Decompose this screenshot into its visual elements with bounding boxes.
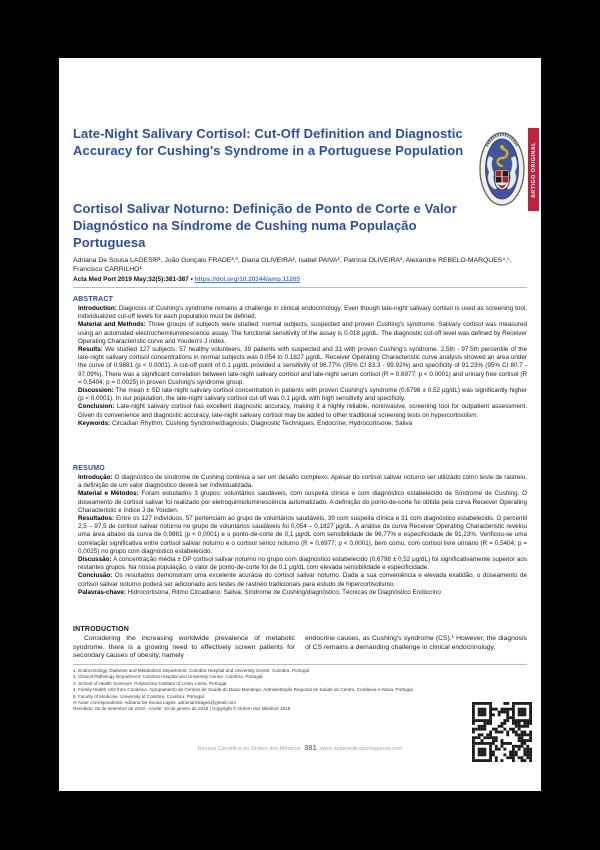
resumo-paragraph [73, 490, 527, 515]
footnote: 5. Faculty of Medicine. University of Coimbra. Coimbra. Portugal. [73, 693, 205, 699]
introduction-section [73, 626, 527, 661]
citation-separator: • [188, 276, 195, 283]
qr-code [472, 702, 532, 762]
footnotes-block [73, 668, 513, 713]
article-type-tab [528, 128, 539, 211]
footer-website: www.actamedicaportuguesa.com [320, 746, 403, 752]
footnote: 1. Endocrinology, Diabetes and Metabolism Department. Coimbra Hospital and University Center. Coimbra. Portugal. [73, 668, 311, 673]
resumo-section-label: Resultados: [78, 515, 115, 523]
abstract-section-text: We studied 127 subjects: 57 healthy volunteers, 39 patients with suspected and 31 with proven Cushing's syndrome. 2.5th - 97.5th percentile of the late-night salivary cortisol concentrations in normal subjects was 0.054 to 0.1827 μg/dL. Receiver Operating Characteristic curve analysis showed an area under the curve of 0.9881 (p < 0.0001). A cut-off point of 0.1 μg/dL provided a sensitivity of 96.77% (95% CI 83.3 - 99.92%) and specificity of 91.23% (95% CI 80.7 - 97.09%). There was a significant correlation between late-night salivary cortisol and late-night serum cortisol (R = 0.6977; p < 0.0001) and urinary free cortisol (R = 0.5404; p = 0.0025) in proven Cushing's syndrome group. [78, 346, 527, 386]
resumo-section-text: A concentração média ± DP cortisol salivar noturno no grupo com diagnóstico estabelecido (0,6798 ± 0,52 μg/dL) foi significativamente superior aos restantes grupos. Na nossa população, o valor de ponto-de-corte foi de 0,1 μg/dL com elevada sensibilidade e especificidade. [78, 556, 527, 572]
resumo-section [73, 465, 527, 597]
abstract-section-text: Late-night salivary cortisol has excellent diagnostic accuracy, making it a highly reliable, noninvasive, screening tool for outpatient assessment. Given its convenience and diagnostic accuracy, late-night salivary cortisol may be added to other traditional screening tests on hypercortisolism. [78, 403, 527, 419]
footnote: 3. School of Health Sciences. Polytechnic Institute of Leiria. Leiria. Portugal. [73, 680, 228, 686]
resumo-body [73, 474, 527, 597]
resumo-paragraph [73, 589, 527, 597]
abstract-section-text: The mean ± SD late-night salivary cortisol concentration in patients with proven Cushing's syndrome (0.6798 ± 0.52 μg/dL) was significantly higher (p < 0.0001). In our population, the late-night salivary cortisol cut-off was 0.1 μg/dL with high sensitivity and specificity. [78, 387, 528, 403]
footnote: 2. Clinical Pathology Department. Coimbra Hospital and University Center. Coimbra. Portugal. [73, 674, 264, 680]
abstract-section [73, 296, 527, 428]
resumo-section-text: Foram estudados 3 grupos: voluntários saudáveis, com suspeita clínica e com diagnóstico estabelecido de Síndrome de Cushing. O doseamento de cortisol salivar foi realizado por eletroquimioluminescência automatizado. A definição do ponto-de-corte foi obtida pela curva Receiver Operating Characteristic e índice J de Youden. [78, 490, 528, 514]
abstract-body [73, 305, 527, 428]
abstract-section-label: Discussion: [78, 387, 114, 395]
introduction-columns [73, 635, 527, 661]
introduction-column-right: endocrine causes, as Cushing's syndrome (CS).¹ However, the diagnosis of CS remains a demanding challenge in clinical endocrinology. [305, 635, 527, 651]
abstract-section-label: Conclusion: [78, 403, 115, 411]
introduction-heading: INTRODUCTION [73, 626, 130, 633]
abstract-paragraph [73, 420, 527, 428]
resumo-section-label: Introdução: [78, 474, 113, 481]
abstract-section-text: Circadian Rhythm; Cushing Syndrome/diagnosis; Diagnostic Techniques, Endocrine; Hydrocortisone; Saliva [111, 419, 413, 427]
resumo-section-text: Hidrocortisona; Ritmo Circadiano; Saliva; Síndrome de Cushing/diagnóstico; Técnicas de Diagnóstico Endócrino [127, 588, 441, 596]
abstract-section-label: Introduction: [78, 305, 117, 312]
article-title-portuguese: Cortisol Salivar Noturno: Definição de Ponto de Corte e Valor Diagnóstico na Síndrome de Cushing numa População Portuguesa [73, 201, 457, 250]
page-footer [73, 743, 527, 752]
abstract-section-text: Diagnosis of Cushing's syndrome remains a challenge in clinical endocrinology. Even though late-night salivary cortisol is used as screening tool, individualized cut-off levels for each population must be defined. [78, 305, 528, 321]
abstract-heading: ABSTRACT [73, 296, 114, 303]
citation-line [73, 276, 518, 283]
footer-page-number: 381 [304, 743, 317, 752]
header-divider [73, 287, 527, 288]
paper-page [59, 58, 541, 791]
abstract-section-label: Material and Methods: [78, 321, 146, 329]
resumo-heading: RESUMO [73, 465, 105, 472]
article-title-english: Late-Night Salivary Cortisol: Cut-Off Definition and Diagnostic Accuracy for Cushing's Syndrome in a Portuguese Population [73, 126, 464, 158]
abstract-paragraph [73, 305, 527, 321]
authors-line: Adriana De Sousa LAGES✉¹, João Gonçalo FRADE²,³, Diana OLIVEIRA¹, Isabel PAIVA¹, Patrícia OLIVEIRA¹, Alexandre REBELO-MARQUES⁴,⁵, Francisco CARRILHO¹ [73, 257, 512, 273]
resumo-section-label: Material e Métodos: [78, 490, 139, 498]
resumo-section-label: Conclusão: [78, 572, 113, 580]
journal-citation: Acta Med Port 2019 May;32(5):381-387 [73, 276, 189, 283]
resumo-section-label: Palavras-chave: [78, 588, 126, 596]
resumo-paragraph [73, 572, 527, 588]
footnote: 4. Family Health Unit from Condeixa. Agrupamento de Centros de Saúde do Baixo Mondego, Administração Regional de Saúde do Centro. Condeixa-A-Nova. Portugal. [73, 687, 414, 693]
resumo-section-text: Entre os 127 indivíduos, 57 pertenciam ao grupo de voluntários saudáveis, 39 com suspeita clínica e 31 com diagnóstico estabelecido. O percentil 2,5 – 97,5 de cortisol salivar noturno no grupo de voluntários saudáveis foi 0,054 – 0,1827 μg/dL. A análise da curva Receiver Operating Characteristic revelou uma área abaixo da curva de 0,9881 (p < 0,0001) e o ponto-de-corte de 0,1 μg/dL com sensibilidade de 96,77% e especificidade de 91,23%. Verificou-se uma correlação significativa entre cortisol salivar noturno e o cortisol sérico noturno (R = 0,6977; p < 0,0001), bem como, com cortisol livre urinário (R = 0,5404; p = 0,0025) no grupo com diagnóstico estabelecido. [78, 515, 527, 555]
abstract-paragraph [73, 346, 527, 387]
footnote-divider [73, 664, 527, 665]
resumo-section-label: Discussão: [78, 556, 112, 564]
article-type-label: ARTIGO ORIGINAL [530, 141, 537, 198]
abstract-paragraph [73, 321, 527, 346]
footer-journal-name: Revista Científica da Ordem dos Médicos [197, 746, 301, 752]
resumo-paragraph [73, 474, 527, 490]
abstract-paragraph [73, 403, 527, 419]
introduction-column-left: Considering the increasing worldwide prevalence of metabolic syndrome, there is a growing need to effectively screen patients for secondary causes of obesity, namely [73, 635, 295, 660]
abstract-section-label: Keywords: [78, 419, 111, 427]
ordem-dos-medicos-crest-logo [479, 132, 525, 206]
abstract-section-text: Three groups of subjects were studied: normal subjects, suspected and proven Cushing's syndrome. Salivary cortisol was measured using an automated electrochemiluminescence assay. The functional sensitivity of the assay is 0.018 μg/dL. The diagnostic cut-off level was defined by Receiver Operating Characteristic curve and Youden's J index. [78, 321, 527, 345]
qr-code-icon [472, 702, 532, 762]
resumo-section-text: Os resultados demonstram uma excelente acurácia do cortisol salivar noturno. Dada a sua conveniência e elevada exatidão, o doseamento de cortisol salivar noturno poderá ser adicionado aos testes de rastreio tradicionais para estudo de hipercortisolismo. [78, 572, 527, 588]
footnote-correspondence: ✉ Autor correspondente: Adriana De Sousa Lages. adrianamslages@gmail.com [73, 700, 237, 706]
resumo-paragraph [73, 556, 527, 572]
footnote-received: Recebido: 06 de setembro de 2018 - Aceite: 10 de janeiro de 2019 | Copyright © Ordem dos Médicos 2019 [73, 706, 291, 712]
resumo-section-text: O diagnóstico de síndrome de Cushing continua a ser um desafio complexo. Apesar do cortisol salivar noturno ser utilizado como teste de rastreio, a definição de um valor diagnóstico deverá ser individualizada. [78, 474, 528, 490]
abstract-paragraph [73, 387, 527, 403]
doi-link[interactable]: https://doi.org/10.20344/amp.11265 [194, 276, 301, 283]
abstract-section-label: Results: [78, 346, 103, 354]
crest-icon [479, 132, 525, 206]
resumo-paragraph [73, 515, 527, 556]
